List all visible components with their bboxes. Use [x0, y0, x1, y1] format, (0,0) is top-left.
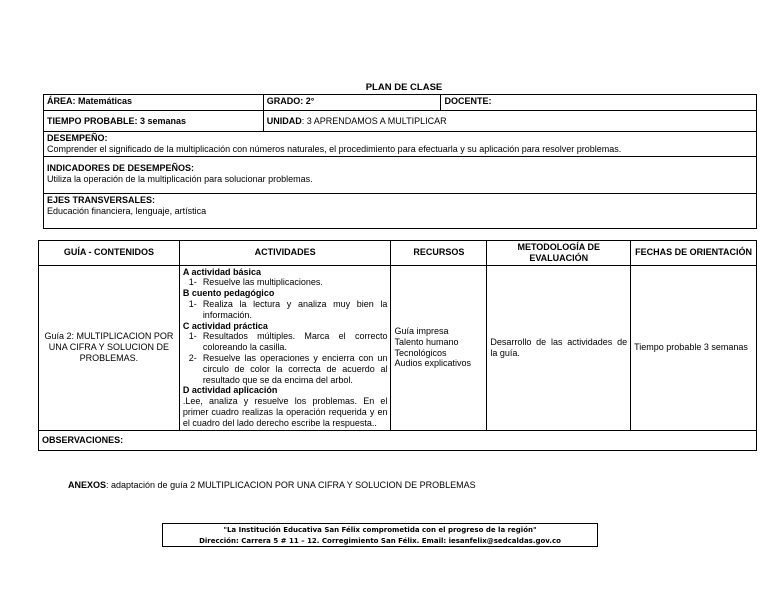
grado-cell: [263, 95, 441, 111]
recursos-cell: [391, 265, 487, 430]
col-header-fechas: FECHAS DE ORIENTACIÓN: [631, 241, 757, 266]
col-header-guia: GUÍA - CONTENIDOS: [39, 241, 180, 266]
grado-value: 2°: [305, 96, 315, 106]
tiempo-value: 3 semanas: [140, 115, 187, 126]
footer-slogan: "La Institución Educativa San Félix comprometida con el progreso de la región": [223, 526, 537, 534]
indicadores-label: INDICADORES DE DESEMPEÑOS:: [47, 163, 195, 173]
actividad-b-list: [183, 299, 388, 321]
list-item: 2- Resuelve las operaciones y encierra con un circulo de color la correcta de acuerdo al resultado que se da encima del arbol.: [188, 352, 388, 385]
desempeno-text: Comprender el significado de la multiplicación con números naturales, el procedimiento para efectuarla y su aplicación para resolver problemas.: [47, 143, 622, 154]
col-header-recursos: RECURSOS: [391, 241, 487, 266]
anexos-text: : adaptación de guía 2 MULTIPLICACION POR UNA CIFRA Y SOLUCION DE PROBLEMAS: [106, 480, 476, 490]
activities-table: [38, 240, 757, 451]
docente-label: DOCENTE:: [444, 96, 492, 106]
page-title: PLAN DE CLASE: [365, 82, 443, 93]
unidad-cell: [263, 111, 756, 132]
recurso-item: Talento humano: [394, 336, 459, 347]
actividad-d-text: .Lee, analiza y resuelve los problemas. En el primer cuadro realizas la operación requerida y en el cuadro del lado derecho escribe la respuesta..: [182, 396, 388, 428]
grado-label: GRADO:: [266, 96, 304, 106]
actividades-cell: [179, 265, 391, 430]
actividad-a-title: A actividad básica: [182, 266, 262, 277]
actividad-c-list: [183, 331, 388, 385]
footer-box: [162, 523, 598, 547]
list-item: 1- Realiza la lectura y analiza muy bien la información.: [188, 298, 388, 320]
unidad-value: : 3 APRENDAMOS A MULTIPLICAR: [301, 115, 447, 126]
list-item: 1- Resultados múltiples. Marca el correcto coloreando la casilla.: [188, 331, 388, 353]
footer-address: Dirección: Carrera 5 # 11 – 12. Corregimiento San Félix. Email: iesanfelix@sedcaldas.gov.co: [199, 537, 561, 545]
ejes-cell: [44, 194, 757, 229]
recurso-item: Tecnológicos: [394, 347, 447, 358]
recurso-item: Audios explicativos: [394, 358, 471, 369]
col-header-metodologia: METODOLOGÍA DE EVALUACIÓN: [487, 241, 631, 266]
area-value: Matemáticas: [78, 96, 133, 106]
guia-cell: Guía 2: MULTIPLICACION POR UNA CIFRA Y SOLUCION DE PROBLEMAS.: [39, 265, 180, 430]
ejes-label: EJES TRANSVERSALES:: [47, 195, 156, 205]
plan-info-table: [43, 94, 757, 229]
fechas-cell: Tiempo probable 3 semanas: [631, 265, 757, 430]
desempeno-cell: [44, 132, 757, 157]
table-row: [39, 265, 757, 430]
indicadores-text: Utiliza la operación de la multiplicación para solucionar problemas.: [47, 173, 313, 184]
tiempo-label: TIEMPO PROBABLE:: [47, 115, 138, 126]
area-label: ÁREA:: [47, 96, 76, 106]
tiempo-cell: [44, 111, 264, 132]
ejes-text: Educación financiera, lenguaje, artística: [47, 205, 207, 216]
list-item: 1- Resuelve las multiplicaciones.: [188, 277, 323, 288]
recurso-item: Guía impresa: [394, 325, 449, 336]
desempeno-label: DESEMPEÑO:: [47, 133, 108, 143]
actividad-a-list: [183, 277, 388, 288]
actividad-d-title: D actividad aplicación: [182, 385, 278, 396]
indicadores-cell: [44, 157, 757, 194]
actividad-c-title: C actividad práctica: [182, 320, 268, 331]
metodologia-cell: Desarrollo de las actividades de la guía.: [487, 265, 631, 430]
unidad-label: UNIDAD: [266, 115, 302, 126]
observaciones-cell: OBSERVACIONES:: [39, 430, 757, 450]
area-cell: [44, 95, 264, 111]
anexos-label: ANEXOS: [68, 480, 107, 490]
col-header-actividades: ACTIVIDADES: [179, 241, 391, 266]
actividad-b-title: B cuento pedagógico: [182, 288, 275, 299]
docente-cell: [441, 95, 757, 111]
anexos-line: [68, 480, 476, 491]
